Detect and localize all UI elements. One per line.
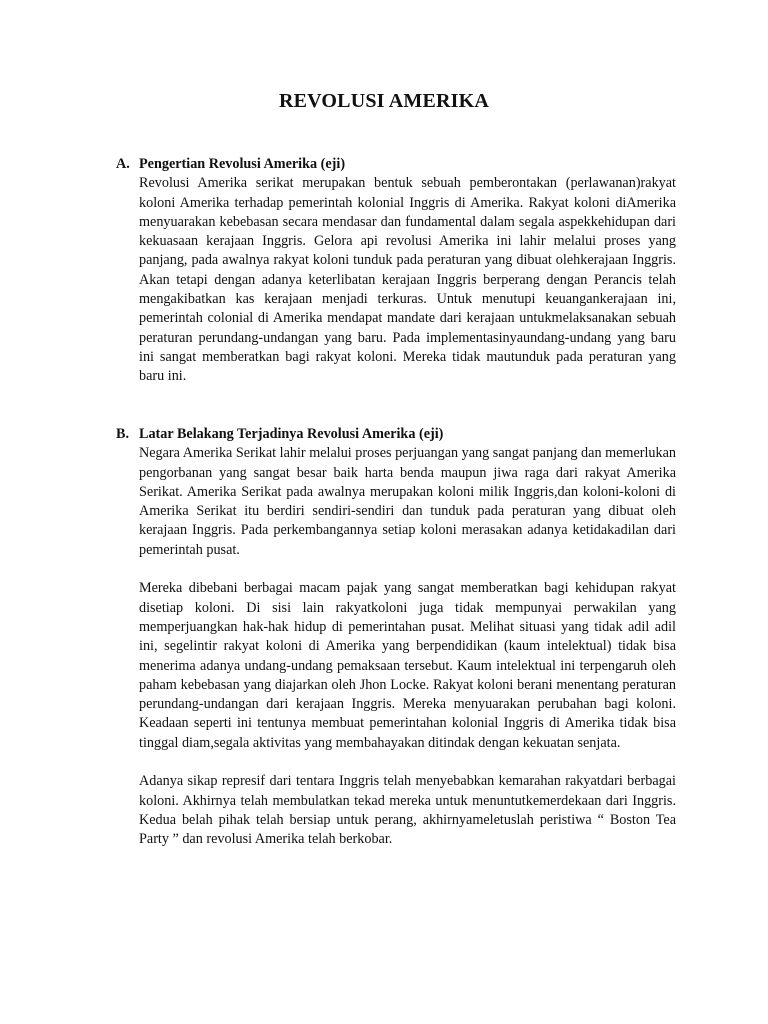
paragraph: Revolusi Amerika serikat merupakan bentuk sebuah pemberontakan (perlawanan)rakyat koloni Amerika terhadap pemerintah kolonial Inggris di Amerika. Rakyat koloni diAmerika menyuarakan kebebasan secara mendasar dan fundamental dalam segala aspekkehidupan dari kekuasaan kerajaan Inggris. Gelora api revolusi Amerika ini lahir melalui proses yang panjang, pada awalnya rakyat koloni tunduk pada peraturan yang dibuat olehkerajaan Inggris. Akan tetapi dengan adanya keterlibatan kerajaan Inggris berperang dengan Perancis telah mengakibatkan kas kerajaan menjadi terkuras. Untuk menutupi keuangankerajaan ini, pemerintah colonial di Amerika mendapat mandate dari kerajaan untukmelaksanakan sebuah peraturan perundang-undangan yang baru. Pada implementasinyaundang-undang yang baru ini sangat memberatkan bagi rakyat koloni. Mereka tidak mautunduk pada peraturan yang baru ini. — [139, 175, 676, 385]
section-letter: B. — [116, 426, 130, 442]
section-heading — [116, 425, 676, 444]
paragraph: Mereka dibebani berbagai macam pajak yang sangat memberatkan bagi kehidupan rakyat disetiap koloni. Di sisi lain rakyatkoloni juga tidak mempunyai perwakilan yang memperjuangkan hak-hak hidup di pemerintahan pusat. Melihat situasi yang tidak adil adil ini, segelintir rakyat koloni di Amerika yang berpendidikan (kaum intelektual) tidak bisa menerima adanya undang-undang pemaksaan tersebut. Kaum intelektual ini terpengaruh oleh paham kebebasan yang diajarkan oleh Jhon Locke. Rakyat koloni berani menentang peraturan perundang-undangan dari kerajaan Inggris. Mereka menyuarakan perubahan bagi koloni. Keadaan seperti ini tentunya membuat pemerintahan kolonial Inggris di Amerika tidak bisa tinggal diam,segala aktivitas yang membahayakan ditindak dengan kekuatan senjata. — [139, 580, 676, 751]
paragraph: Adanya sikap represif dari tentara Inggris telah menyebabkan kemarahan rakyatdari berbagai koloni. Akhirnya telah membulatkan tekad mereka untuk menuntutkemerdekaan dari Inggris. Kedua belah pihak telah bersiap untuk perang, akhirnyameletuslah peristiwa “ Boston Tea Party ” dan revolusi Amerika telah berkobar. — [139, 773, 676, 848]
section-b — [116, 425, 676, 850]
section-letter: A. — [116, 156, 130, 172]
section-heading — [116, 155, 676, 174]
section-heading-text: Pengertian Revolusi Amerika (eji) — [139, 156, 346, 172]
section-a — [116, 155, 676, 387]
paragraph: Negara Amerika Serikat lahir melalui proses perjuangan yang sangat panjang dan memerlukan pengorbanan yang sangat besar baik harta benda maupun jiwa raga dari rakyat Amerika Serikat. Amerika Serikat pada awalnya merupakan koloni milik Inggris,dan koloni-koloni di Amerika Serikat itu berdiri sendiri-sendiri dan tunduk pada peraturan yang dibuat oleh kerajaan Inggris. Pada perkembangannya setiap koloni merasakan adanya ketidakadilan dari pemerintah pusat. — [139, 445, 676, 558]
document-title: REVOLUSI AMERIKA — [278, 90, 490, 112]
section-heading-text: Latar Belakang Terjadinya Revolusi Amerika (eji) — [139, 426, 444, 442]
